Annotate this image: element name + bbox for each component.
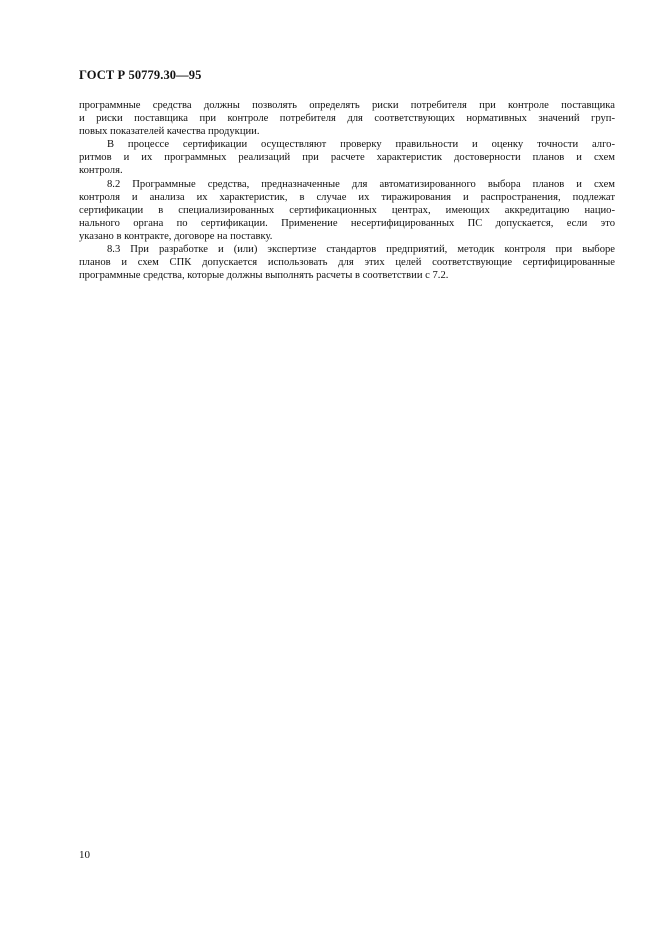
text-line: планов и схем СПК допускается использовать для этих целей соответствующие сертифицированные bbox=[79, 257, 615, 269]
text-line: программные средства, которые должны выполнять расчеты в соответствии с 7.2. bbox=[79, 270, 449, 282]
text-line: и риски поставщика при контроле потребителя для соответствующих нормативных значений груп- bbox=[79, 113, 615, 125]
paragraph-continuation bbox=[79, 99, 615, 138]
text-line: ритмов и их программных реализаций при расчете характеристик достоверности планов и схем bbox=[79, 152, 615, 164]
text-line: В процессе сертификации осуществляют проверку правильности и оценку точности алго- bbox=[107, 139, 615, 151]
paragraph-certification-process bbox=[79, 138, 615, 177]
page-number: 10 bbox=[79, 849, 90, 861]
text-line: повых показателей качества продукции. bbox=[79, 126, 260, 138]
text-line: контроля и анализа их характеристик, в случае их тиражирования и распространения, подлежат bbox=[79, 191, 615, 203]
document-body bbox=[79, 99, 615, 282]
text-line: программные средства должны позволять определять риски потребителя при контроле поставщика bbox=[79, 100, 615, 111]
text-line: контроля. bbox=[79, 165, 123, 177]
paragraph-8-2 bbox=[79, 178, 615, 243]
text-line: указано в контракте, договоре на поставку. bbox=[79, 230, 273, 242]
text-line: нального органа по сертификации. Применение несертифицированных ПС допускается, если это bbox=[79, 217, 615, 229]
paragraph-8-3 bbox=[79, 243, 615, 282]
text-line: 8.2 Программные средства, предназначенные для автоматизированного выбора планов и схем bbox=[107, 178, 615, 190]
text-line: сертификации в специализированных сертификационных центрах, имеющих аккредитацию нацио- bbox=[79, 204, 615, 216]
document-code-header: ГОСТ Р 50779.30—95 bbox=[79, 68, 202, 82]
text-line: 8.3 При разработке и (или) экспертизе стандартов предприятий, методик контроля при выборе bbox=[107, 244, 615, 256]
